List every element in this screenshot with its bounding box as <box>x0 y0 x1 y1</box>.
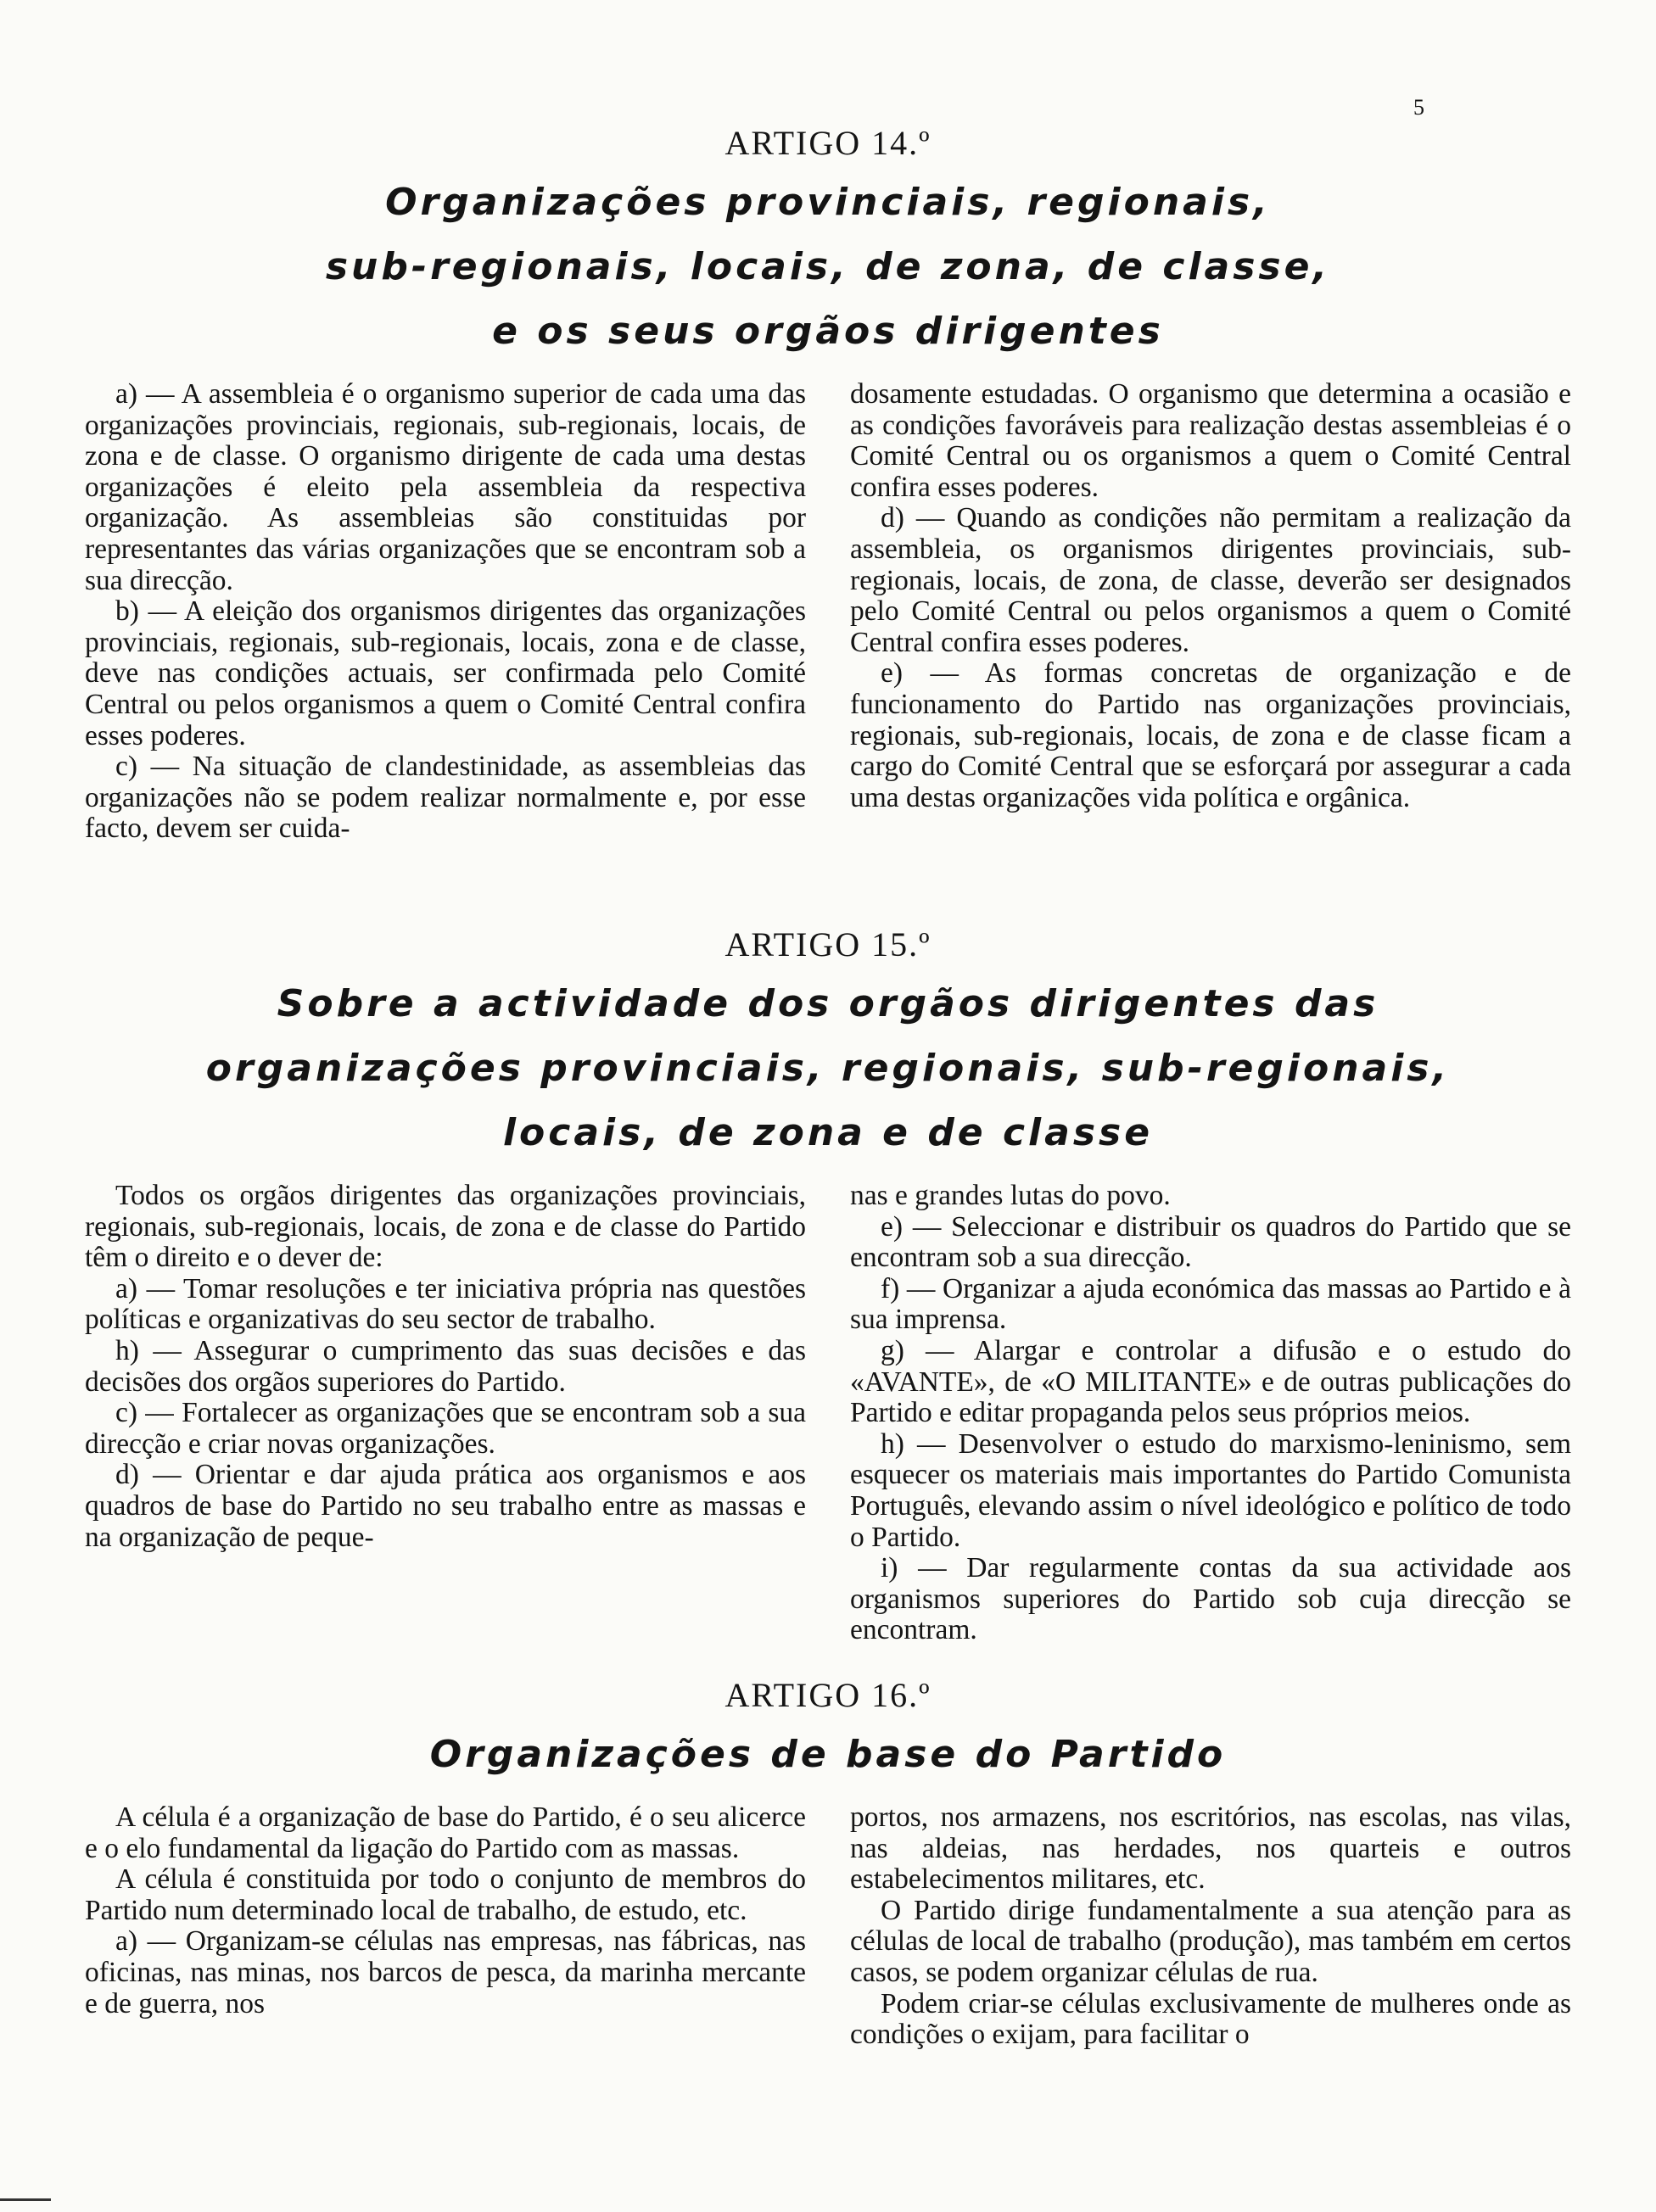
right-column <box>850 1181 1571 1646</box>
paragraph: i) — Dar regularmente contas da sua actividade aos organismos superiores do Partido sob cuja direcção se encontram. <box>850 1552 1571 1646</box>
two-column-body <box>85 379 1571 845</box>
paragraph: A célula é constituida por todo o conjunto de membros do Partido num determinado local de trabalho, de estudo, etc. <box>85 1863 806 1926</box>
article-label: ARTIGO 15.º <box>724 925 932 964</box>
title-line: organizações provinciais, regionais, sub-regionais, <box>205 1047 1451 1090</box>
paragraph: a) — Organizam-se células nas empresas, nas fábricas, nas oficinas, nas minas, nos barcos de pesca, da marinha mercante e de guerra, nos <box>85 1925 806 2019</box>
paragraph: c) — Fortalecer as organizações que se encontram sob a sua direcção e criar novas organizações. <box>85 1397 806 1460</box>
title-line: Sobre a actividade dos orgãos dirigentes das <box>277 982 1379 1025</box>
paragraph: Todos os orgãos dirigentes das organizações provinciais, regionais, sub-regionais, locais, de zona e de classe do Partido têm o direito e o dever de: <box>85 1180 806 1274</box>
article-label: ARTIGO 16.º <box>724 1676 932 1714</box>
article-14 <box>85 123 1571 845</box>
left-column <box>85 1181 806 1646</box>
paragraph: h) — Desenvolver o estudo do marxismo-leninismo, sem esquecer os materiais mais importantes do Partido Comunista Português, elevando assim o nível ideológico e político de todo o Partido. <box>850 1427 1571 1553</box>
article-16 <box>85 1675 1571 2051</box>
title-line: sub-regionais, locais, de zona, de classe, <box>325 245 1331 288</box>
paragraph: g) — Alargar e controlar a difusão e o estudo do «AVANTE», de «O MILITANTE» e de outras publicações do Partido e editar propaganda pelos seus próprios meios. <box>850 1334 1571 1429</box>
paragraph: a) — A assembleia é o organismo superior de cada uma das organizações provinciais, regionais, sub-regionais, locais, de zona e de classe. O organismo dirigente de cada uma destas organizações é eleito pela assembleia da respectiva organização. As assembleias são constituidas por representantes das várias organizações que se encontram sob a sua direcção. <box>85 378 806 596</box>
paragraph: e) — As formas concretas de organização e de funcionamento do Partido nas organizações provinciais, regionais, sub-regionais, locais, de zona e de classe ficam a cargo do Comité Central que se esforçará por assegurar a cada uma destas organizações vida política e orgânica. <box>850 657 1571 813</box>
title-line: Organizações de base do Partido <box>429 1733 1227 1776</box>
right-column <box>850 1802 1571 2051</box>
paragraph: b) — A eleição dos organismos dirigentes das organizações provinciais, regionais, sub-regionais, locais, zona e de classe, deve nas condições actuais, ser confirmada pelo Comité Central ou pelos organismos a quem o Comité Central confira esses poderes. <box>85 595 806 751</box>
title-line: locais, de zona e de classe <box>502 1111 1154 1154</box>
paragraph: nas e grandes lutas do povo. <box>850 1180 1171 1211</box>
paragraph: dosamente estudadas. O organismo que determina a ocasião e as condições favoráveis para realização destas assembleias é o Comité Central ou os organismos a quem o Comité Central confira esses poderes. <box>850 378 1571 503</box>
paragraph: h) — Assegurar o cumprimento das suas decisões e das decisões dos orgãos superiores do Partido. <box>85 1334 806 1398</box>
article-title <box>85 170 1571 364</box>
paragraph: O Partido dirige fundamentalmente a sua atenção para as células de local de trabalho (produção), mas também em certos casos, se podem organizar células de rua. <box>850 1894 1571 1988</box>
left-column <box>85 379 806 845</box>
article-15 <box>85 924 1571 1646</box>
paragraph: c) — Na situação de clandestinidade, as assembleias das organizações não se podem realizar normalmente e, por esse facto, devem ser cuida- <box>85 751 806 845</box>
paragraph: d) — Orientar e dar ajuda prática aos organismos e aos quadros de base do Partido no seu trabalho entre as massas e na organização de peque- <box>85 1459 806 1553</box>
article-label: ARTIGO 14.º <box>724 124 932 162</box>
title-line: Organizações provinciais, regionais, <box>385 181 1271 224</box>
scan-edge-mark <box>0 2198 51 2201</box>
paragraph: portos, nos armazens, nos escritórios, nas escolas, nas vilas, nas aldeias, nas herdades, nos quarteis e outros estabelecimentos militares, etc. <box>850 1801 1571 1896</box>
two-column-body <box>85 1802 1571 2051</box>
left-column <box>85 1802 806 2051</box>
article-title <box>85 972 1571 1165</box>
paragraph: a) — Tomar resoluções e ter iniciativa própria nas questões políticas e organizativas do seu sector de trabalho. <box>85 1272 806 1336</box>
title-line: e os seus orgãos dirigentes <box>492 310 1164 353</box>
two-column-body <box>85 1181 1571 1646</box>
paragraph: e) — Seleccionar e distribuir os quadros do Partido que se encontram sob a sua direcção. <box>850 1210 1571 1274</box>
paragraph: Podem criar-se células exclusivamente de mulheres onde as condições o exijam, para facilitar o <box>850 1987 1571 2051</box>
paragraph: f) — Organizar a ajuda económica das massas ao Partido e à sua imprensa. <box>850 1272 1571 1336</box>
paragraph: d) — Quando as condições não permitam a realização da assembleia, os organismos dirigentes provinciais, sub-regionais, locais, de zona, de classe, deverão ser designados pelo Comité Central ou pelos organismos a quem o Comité Central confira esses poderes. <box>850 502 1571 658</box>
right-column <box>850 379 1571 845</box>
page-number: 5 <box>1413 95 1424 120</box>
paragraph: A célula é a organização de base do Partido, é o seu alicerce e o elo fundamental da ligação do Partido com as massas. <box>85 1801 806 1864</box>
article-title <box>85 1723 1571 1787</box>
